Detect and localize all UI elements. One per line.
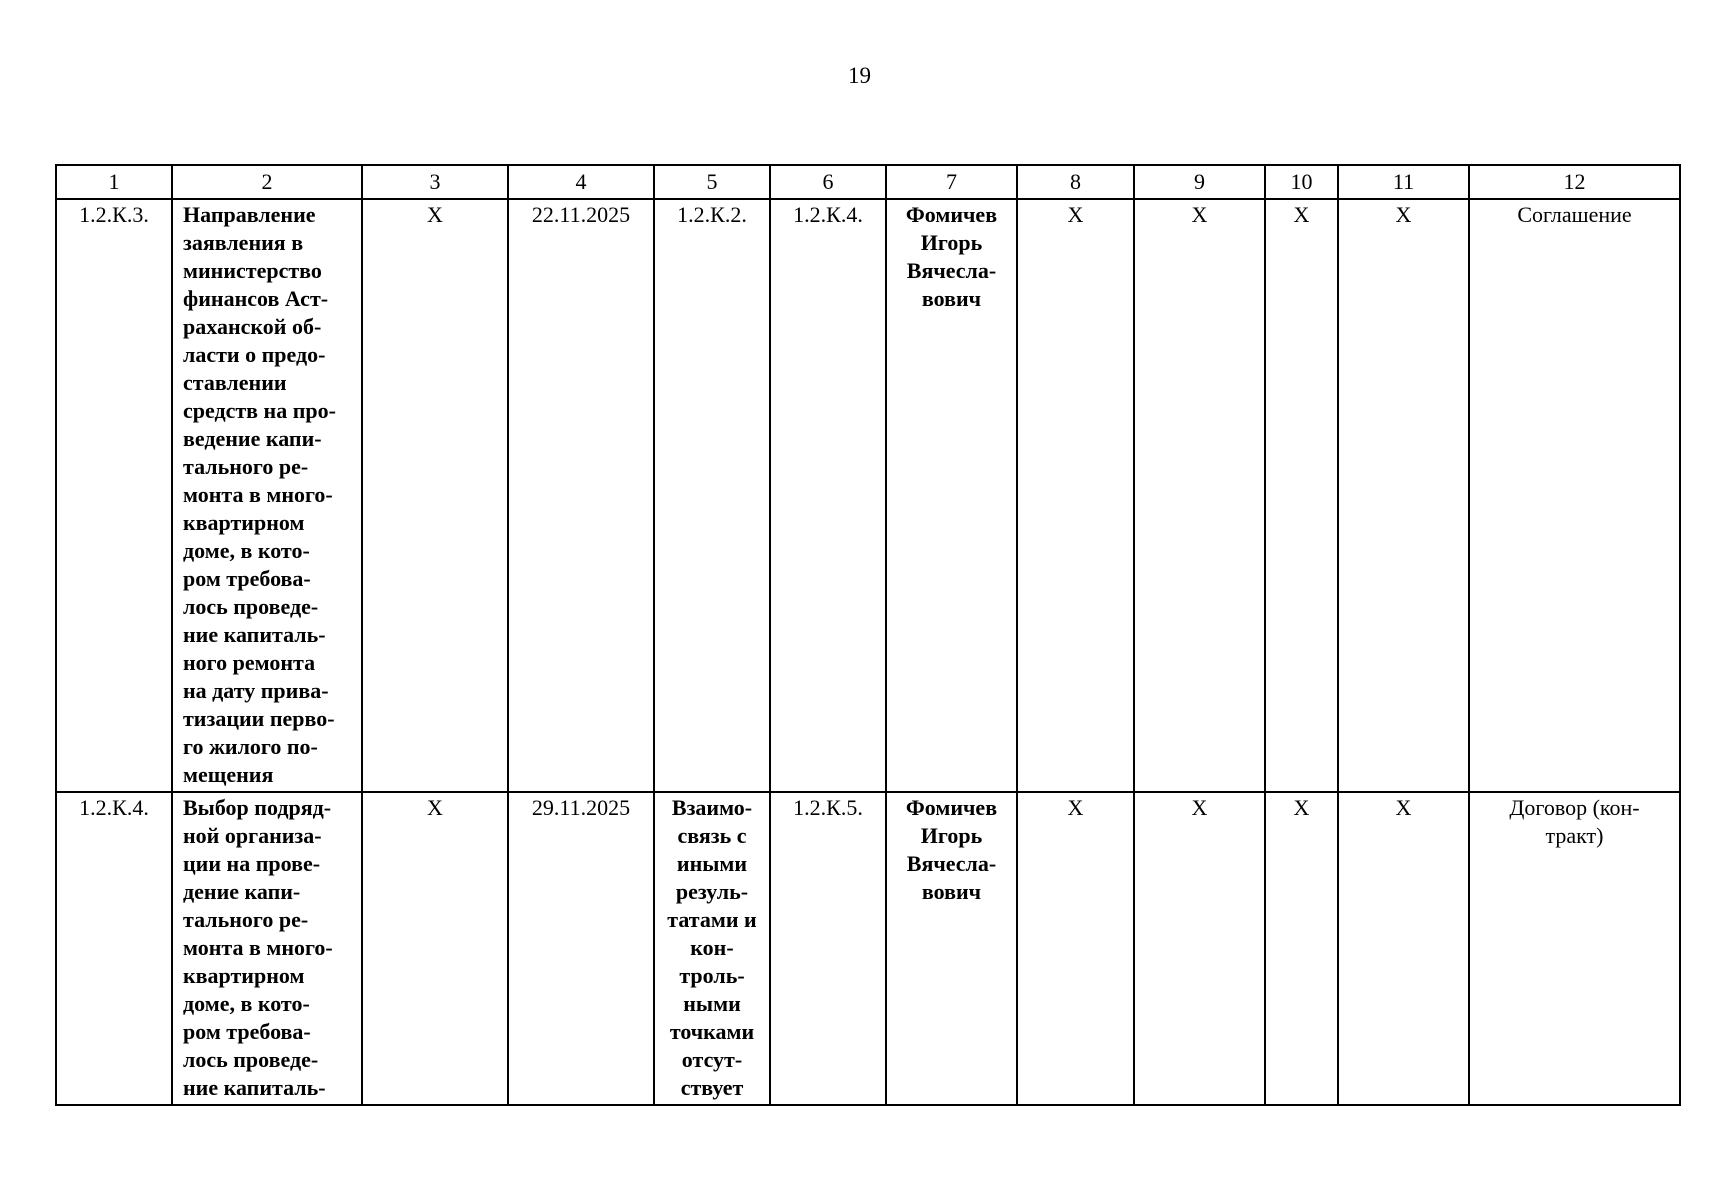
description-line: ной организа- <box>183 823 322 848</box>
column-number: 7 <box>886 165 1017 199</box>
cell-col11: X <box>1338 199 1469 792</box>
responsible-line: Фомичев <box>905 202 998 227</box>
responsible-line: Вячесла- <box>906 851 997 876</box>
cell-col3: X <box>362 199 508 792</box>
description-line: министерство <box>183 258 322 283</box>
link-line: отсут- <box>681 1047 743 1072</box>
description-line: финансов Аст- <box>183 286 329 311</box>
responsible-line: вович <box>921 286 982 311</box>
plan-table <box>55 164 1681 1106</box>
cell-link <box>654 199 770 792</box>
column-number: 3 <box>362 165 508 199</box>
description-line: ведение капи- <box>183 426 322 451</box>
cell-responsible <box>886 199 1017 792</box>
responsible-line: Вячесла- <box>906 258 997 283</box>
cell-responsible <box>886 792 1017 1105</box>
description-line: квартирном <box>183 963 305 988</box>
link-line: связь с <box>677 823 747 848</box>
description-line: монта в много- <box>183 482 333 507</box>
column-number: 2 <box>172 165 362 199</box>
description-line: доме, в кото- <box>183 538 310 563</box>
column-number: 5 <box>654 165 770 199</box>
description-line: ции на прове- <box>183 851 321 876</box>
column-number: 1 <box>56 165 172 199</box>
description-line: ние капиталь- <box>183 1075 326 1100</box>
link-line: 1.2.К.2. <box>677 202 747 227</box>
document-line: Договор (кон- <box>1509 795 1640 820</box>
link-line: кон- <box>690 935 734 960</box>
cell-next: 1.2.К.4. <box>770 199 886 792</box>
description-line: дение капи- <box>183 879 301 904</box>
link-line: ными <box>683 991 741 1016</box>
responsible-line: Фомичев <box>905 795 998 820</box>
cell-col10: X <box>1265 199 1338 792</box>
table-row <box>56 792 1680 1105</box>
description-line: монта в много- <box>183 935 333 960</box>
table-row <box>56 199 1680 792</box>
column-number: 4 <box>508 165 654 199</box>
column-number-row <box>56 165 1680 199</box>
cell-col9: X <box>1134 792 1265 1105</box>
cell-col3: X <box>362 792 508 1105</box>
description-line: ром требова- <box>183 566 311 591</box>
description-line: лось проведе- <box>183 594 319 619</box>
description-line: средств на про- <box>183 398 336 423</box>
description-line: на дату прива- <box>183 678 329 703</box>
cell-document <box>1469 199 1680 792</box>
cell-next: 1.2.К.5. <box>770 792 886 1105</box>
cell-date: 29.11.2025 <box>508 792 654 1105</box>
description-line: ного ремонта <box>183 650 316 675</box>
link-line: троль- <box>679 963 745 988</box>
description-line: ром требова- <box>183 1019 311 1044</box>
row-id: 1.2.К.4. <box>56 792 172 1105</box>
cell-col8: X <box>1017 199 1134 792</box>
description-line: ние капиталь- <box>183 622 326 647</box>
link-line: иными <box>676 851 748 876</box>
description-line: тизации перво- <box>183 706 335 731</box>
link-line: точками <box>669 1019 755 1044</box>
column-number: 11 <box>1338 165 1469 199</box>
description-line: раханской об- <box>183 314 322 339</box>
responsible-line: Игорь <box>920 823 983 848</box>
document-line: тракт) <box>1545 823 1604 848</box>
row-id: 1.2.К.3. <box>56 199 172 792</box>
description-line: заявления в <box>183 230 304 255</box>
cell-col8: X <box>1017 792 1134 1105</box>
description-line: квартирном <box>183 510 305 535</box>
page-number: 19 <box>848 63 871 88</box>
description-line: Выбор подряд- <box>183 795 332 820</box>
column-number: 10 <box>1265 165 1338 199</box>
description-line: тального ре- <box>183 907 309 932</box>
description-line: го жилого по- <box>183 734 318 759</box>
link-line: Взаимо- <box>671 795 753 820</box>
row-description <box>172 199 362 792</box>
description-line: лось проведе- <box>183 1047 319 1072</box>
column-number: 12 <box>1469 165 1680 199</box>
description-line: доме, в кото- <box>183 991 310 1016</box>
link-line: резуль- <box>675 879 749 904</box>
row-description <box>172 792 362 1105</box>
description-line: тального ре- <box>183 454 309 479</box>
description-line: ласти о предо- <box>183 342 326 367</box>
column-number: 9 <box>1134 165 1265 199</box>
column-number: 6 <box>770 165 886 199</box>
responsible-line: Игорь <box>920 230 983 255</box>
responsible-line: вович <box>921 879 982 904</box>
cell-link <box>654 792 770 1105</box>
link-line: татами и <box>667 907 757 932</box>
cell-col9: X <box>1134 199 1265 792</box>
cell-document <box>1469 792 1680 1105</box>
cell-date: 22.11.2025 <box>508 199 654 792</box>
cell-col10: X <box>1265 792 1338 1105</box>
description-line: мещения <box>183 762 274 787</box>
cell-col11: X <box>1338 792 1469 1105</box>
column-number: 8 <box>1017 165 1134 199</box>
document-line: Соглашение <box>1517 202 1632 227</box>
description-line: Направление <box>183 202 316 227</box>
link-line: ствует <box>680 1075 744 1100</box>
description-line: ставлении <box>183 370 287 395</box>
